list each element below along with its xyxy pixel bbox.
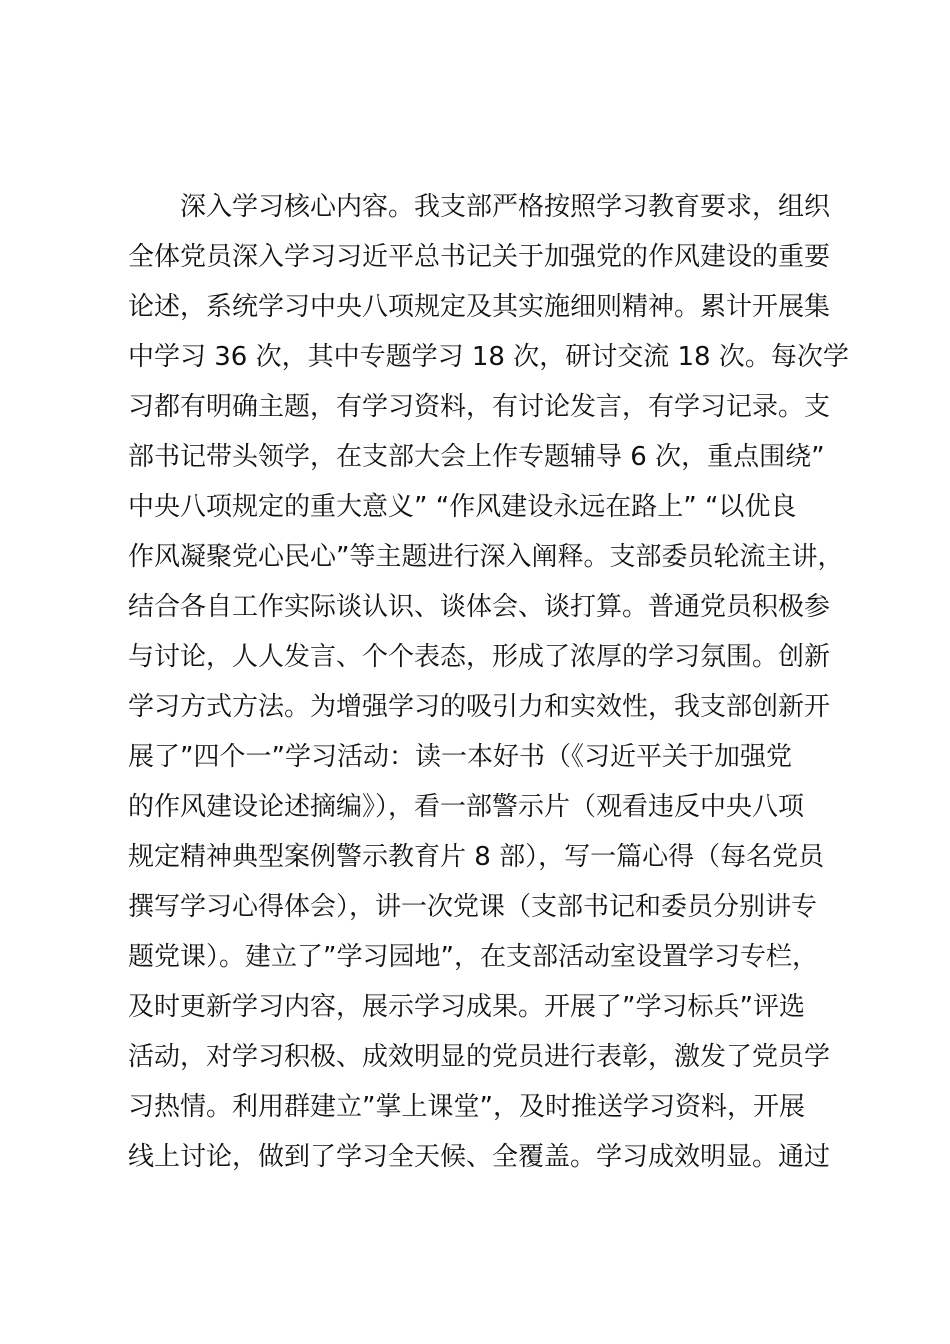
text-line: 规定精神典型案例警示教育片 8 部），写一篇心得（每名党员 bbox=[128, 842, 825, 872]
text-line: 的作风建设论述摘编》），看一部警示片（观看违反中央八项 bbox=[128, 792, 805, 822]
text-line: 题党课）。建立了”学习园地”，在支部活动室设置学习专栏， bbox=[128, 942, 818, 972]
text-line: 中学习 36 次，其中专题学习 18 次，研讨交流 18 次。每次学 bbox=[128, 342, 849, 372]
text-line: 与讨论，人人发言、个个表态，形成了浓厚的学习氛围。创新 bbox=[128, 642, 831, 672]
text-line: 习都有明确主题，有学习资料，有讨论发言，有学习记录。支 bbox=[128, 392, 831, 422]
text-line: 全体党员深入学习习近平总书记关于加强党的作风建设的重要 bbox=[128, 242, 831, 272]
body-paragraph bbox=[128, 182, 858, 1182]
text-line: 部书记带头领学，在支部大会上作专题辅导 6 次，重点围绕” bbox=[128, 442, 825, 472]
text-line: 论述，系统学习中央八项规定及其实施细则精神。累计开展集 bbox=[128, 292, 831, 322]
text-line: 作风凝聚党心民心”等主题进行深入阐释。支部委员轮流主讲， bbox=[128, 542, 844, 572]
text-line: 结合各自工作实际谈认识、谈体会、谈打算。普通党员积极参 bbox=[128, 592, 831, 622]
text-line: 撰写学习心得体会），讲一次党课（支部书记和委员分别讲专 bbox=[128, 892, 818, 922]
text-line: 及时更新学习内容，展示学习成果。开展了”学习标兵”评选 bbox=[128, 992, 805, 1022]
text-line: 活动，对学习积极、成效明显的党员进行表彰，激发了党员学 bbox=[128, 1042, 831, 1072]
text-line: 展了”四个一”学习活动：读一本好书（《习近平关于加强党 bbox=[128, 742, 792, 772]
text-line: 深入学习核心内容。我支部严格按照学习教育要求，组织 bbox=[180, 192, 831, 222]
text-line: 线上讨论，做到了学习全天候、全覆盖。学习成效明显。通过 bbox=[128, 1142, 831, 1172]
text-line: 习热情。利用群建立”掌上课堂”，及时推送学习资料，开展 bbox=[128, 1092, 805, 1122]
text-line: 学习方式方法。为增强学习的吸引力和实效性，我支部创新开 bbox=[128, 692, 831, 722]
text-line: 中央八项规定的重大意义” “作风建设永远在路上” “以优良 bbox=[128, 492, 797, 522]
